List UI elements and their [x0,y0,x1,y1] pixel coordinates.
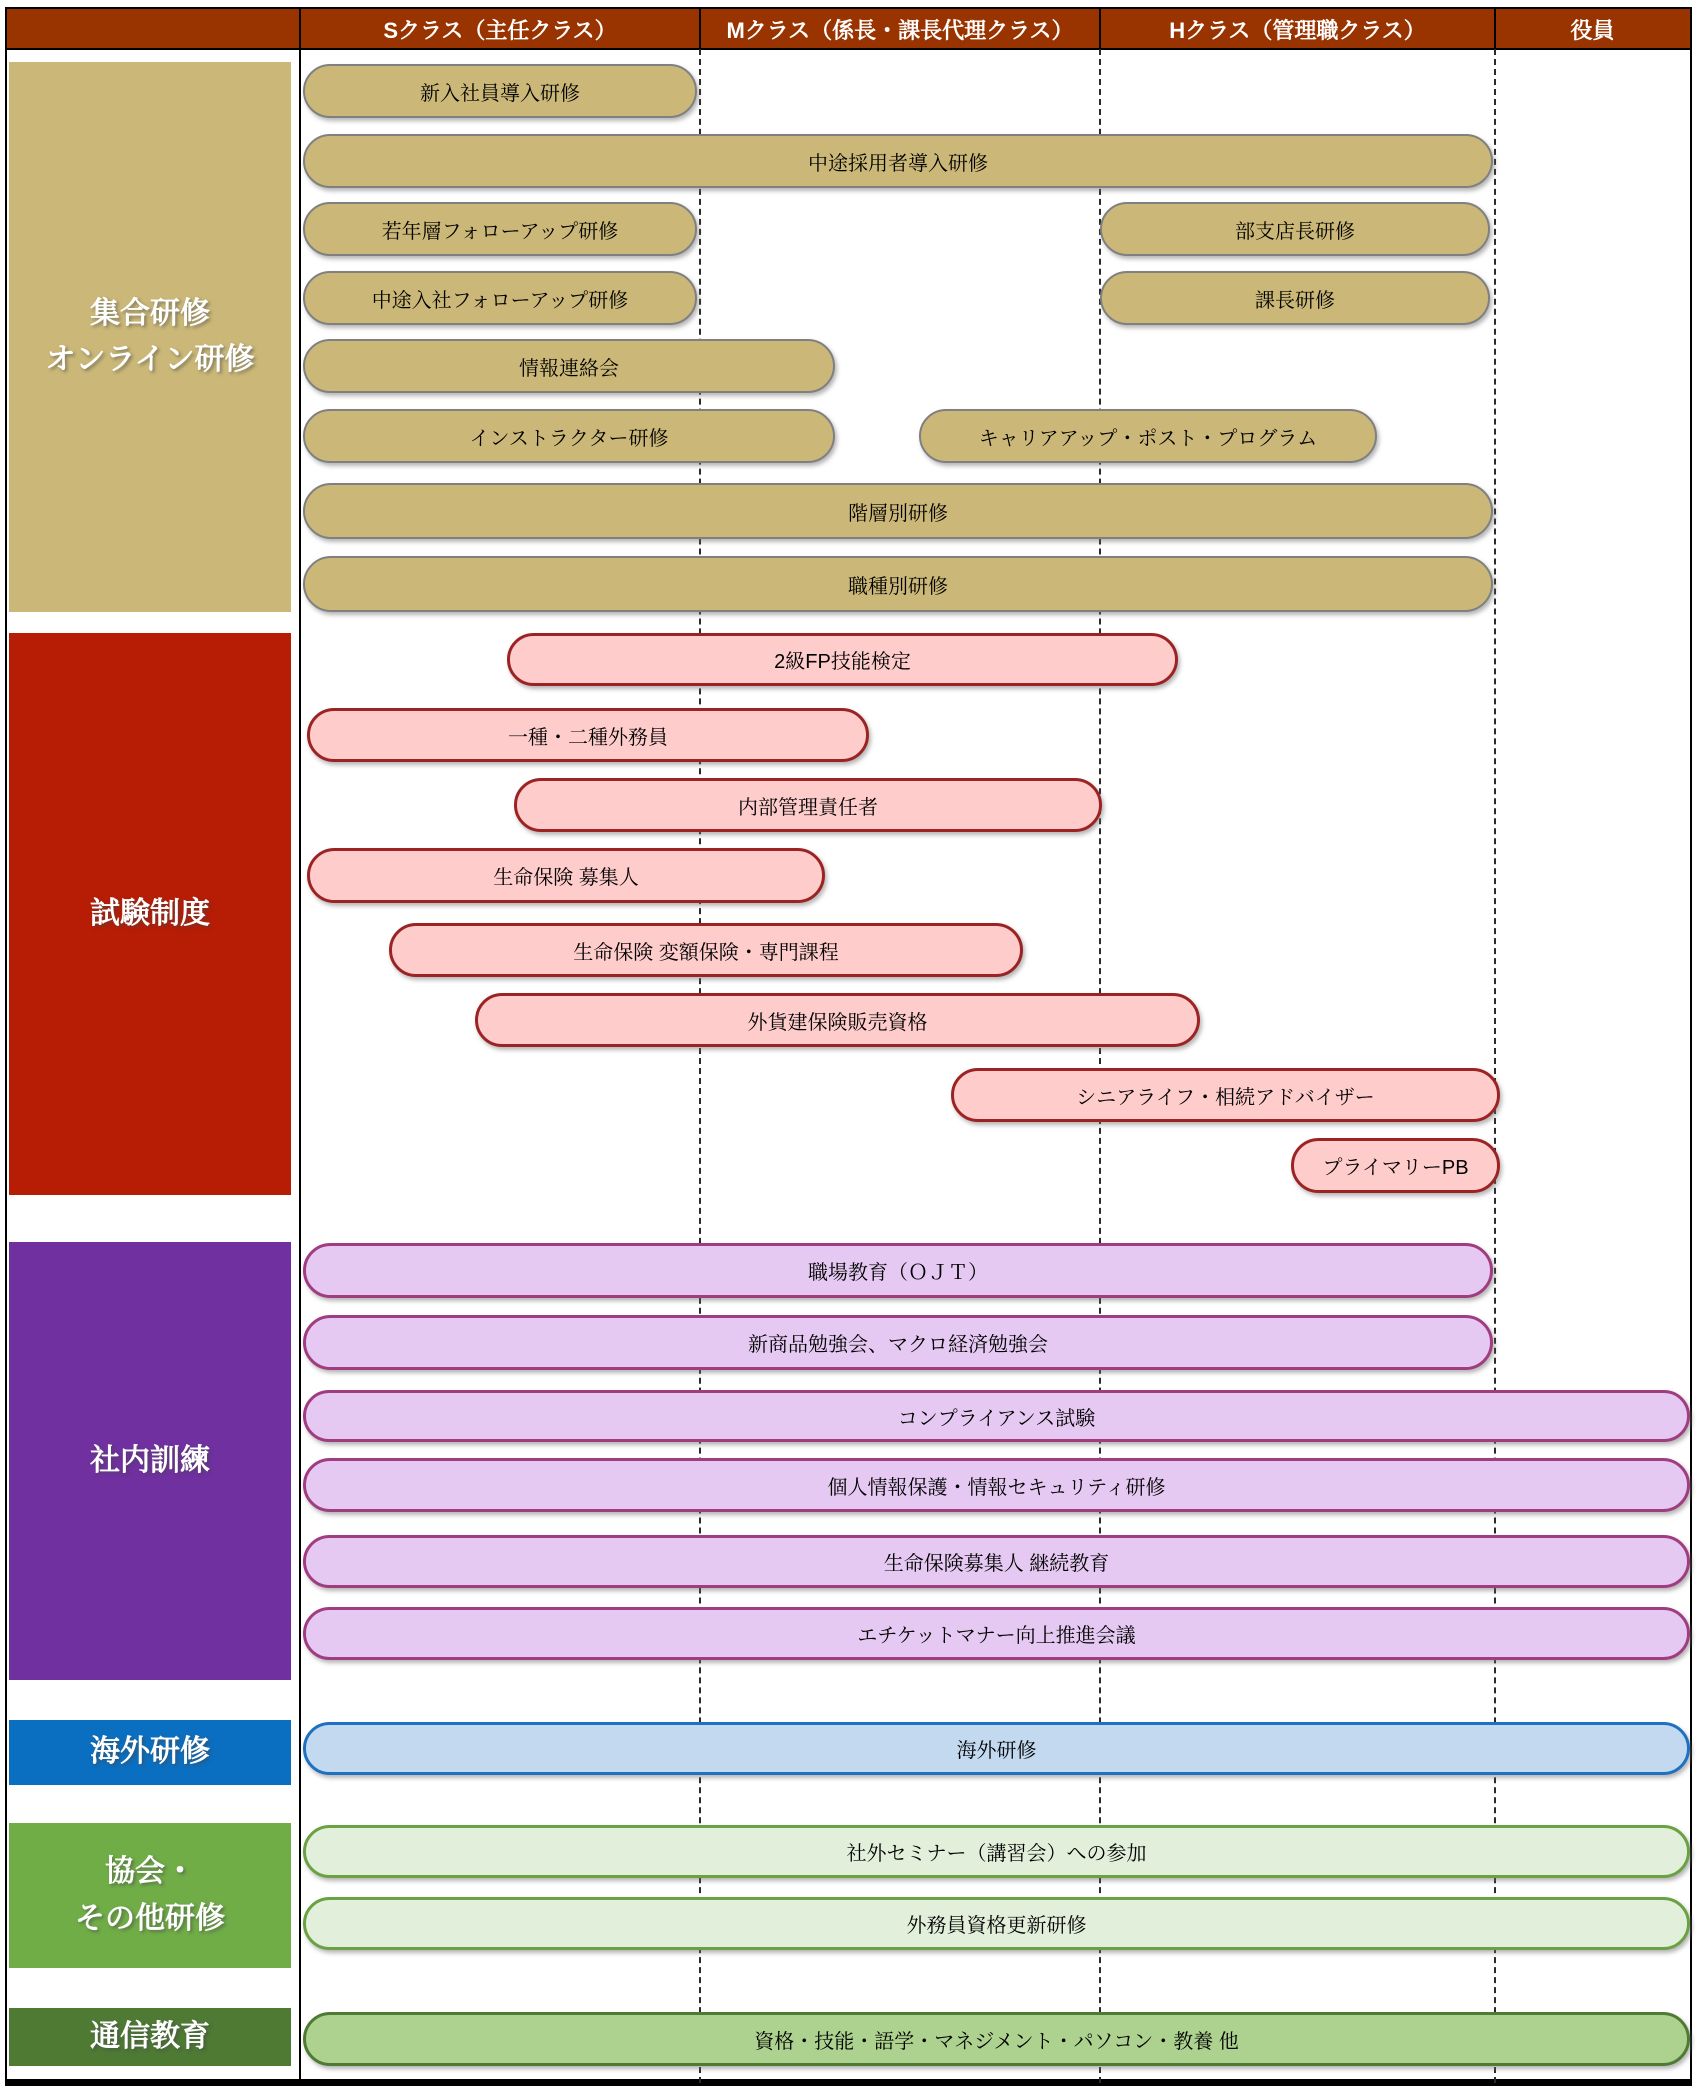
program-pill-group-training: 若年層フォローアップ研修 [303,202,697,256]
program-pill-group-training: 階層別研修 [303,483,1493,539]
header-separator [1099,9,1101,49]
header-bottom-line [7,48,1690,50]
program-pill-internal-training: コンプライアンス試験 [303,1390,1690,1442]
program-pill-exam-system: 生命保険 募集人 [307,848,825,903]
section-label-exam-system [9,633,291,1195]
header-separator [1494,9,1496,49]
program-pill-exam-system: シニアライフ・相続アドバイザー [951,1068,1500,1122]
program-pill-group-training: 情報連絡会 [303,339,835,393]
program-pill-exam-system: 一種・二種外務員 [307,708,869,762]
program-pill-association-other-training: 社外セミナー（講習会）への参加 [303,1825,1690,1878]
program-pill-exam-system: 2級FP技能検定 [507,633,1178,686]
program-pill-internal-training: 新商品勉強会、マクロ経済勉強会 [303,1315,1493,1370]
column-separator-dashed [1099,49,1101,2083]
program-pill-overseas-training: 海外研修 [303,1722,1690,1775]
section-label-line: 海外研修 [90,1735,210,1769]
section-label-line: 通信教育 [90,2019,210,2053]
section-label-group-training [9,62,291,612]
column-separator-solid [299,49,301,2083]
header-cell-4: 役員 [1570,17,1615,43]
program-pill-exam-system: 外貨建保険販売資格 [475,993,1200,1047]
section-label-association-other-training [9,1823,291,1968]
program-pill-internal-training: 職場教育（ＯＪＴ） [303,1243,1493,1298]
program-pill-group-training: 中途採用者導入研修 [303,134,1493,188]
section-label-internal-training [9,1242,291,1680]
header-separator [699,9,701,49]
program-pill-exam-system: 生命保険 変額保険・専門課程 [389,923,1023,977]
program-pill-group-training: インストラクター研修 [303,409,835,463]
header-cell-2: Mクラス（係長・課長代理クラス） [726,17,1074,43]
program-pill-internal-training: 個人情報保護・情報セキュリティ研修 [303,1458,1690,1512]
program-pill-group-training: 新入社員導入研修 [303,64,697,118]
program-pill-internal-training: 生命保険募集人 継続教育 [303,1535,1690,1588]
section-label-line: 協会・ [105,1855,195,1888]
section-label-line: 社内訓練 [90,1443,210,1477]
program-pill-exam-system: 内部管理責任者 [514,778,1102,832]
program-pill-group-training: 部支店長研修 [1100,202,1490,256]
program-pill-exam-system: プライマリーPB [1291,1138,1500,1193]
program-pill-group-training: キャリアアップ・ポスト・プログラム [919,409,1377,463]
header-cell-1: Sクラス（主任クラス） [383,17,617,43]
program-pill-correspondence-education: 資格・技能・語学・マネジメント・パソコン・教養 他 [303,2012,1690,2066]
program-pill-group-training: 中途入社フォローアップ研修 [303,271,697,325]
section-label-line: その他研修 [75,1901,225,1935]
section-label-line: 集合研修 [90,296,210,330]
program-pill-internal-training: エチケットマナー向上推進会議 [303,1607,1690,1660]
program-pill-group-training: 課長研修 [1100,271,1490,325]
section-label-line: 試験制度 [90,896,210,930]
header-separator [299,9,301,49]
header-cell-3: Hクラス（管理職クラス） [1169,17,1426,43]
column-separator-dashed [1494,49,1496,2083]
header-cell-0 [7,9,300,49]
section-label-line: オンライン研修 [45,343,255,376]
section-label-overseas-training [9,1720,291,1785]
section-label-correspondence-education [9,2008,291,2066]
program-pill-group-training: 職種別研修 [303,556,1493,612]
program-pill-association-other-training: 外務員資格更新研修 [303,1897,1690,1950]
